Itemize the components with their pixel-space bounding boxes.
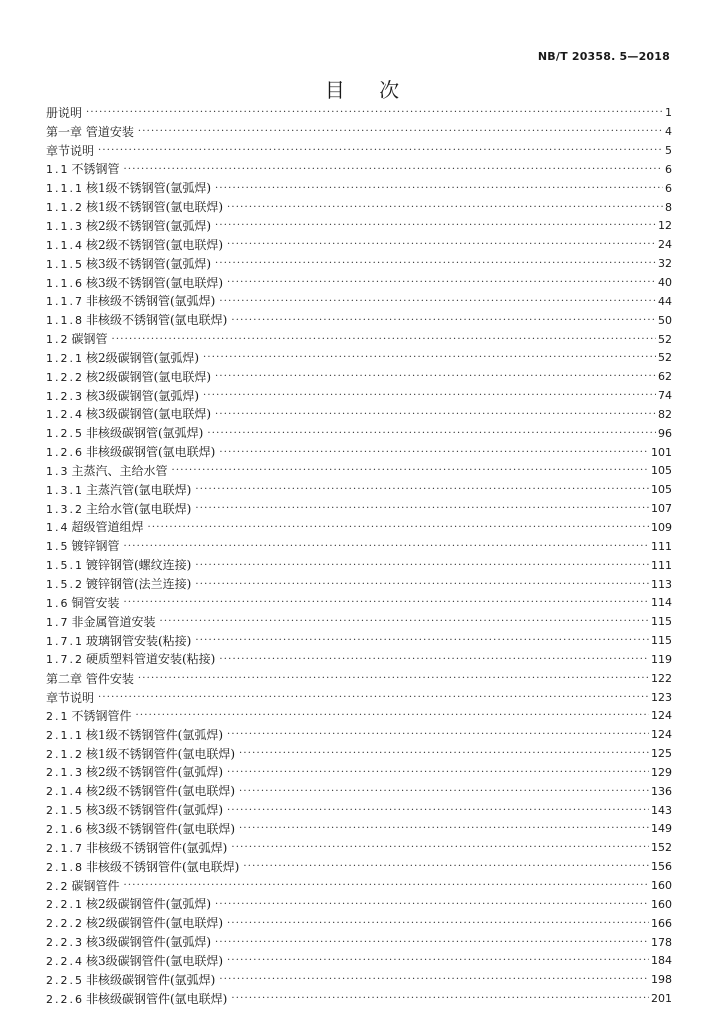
toc-entry-label — [46, 747, 235, 762]
toc-entry-label — [46, 483, 191, 498]
toc-entry-label — [46, 803, 223, 818]
toc-entry-label — [46, 294, 215, 309]
toc-entry-page-number: 109 — [651, 520, 672, 534]
toc-entry[interactable] — [46, 443, 672, 462]
toc-entry-number: 1.1.5 — [46, 257, 84, 271]
toc-entry-title: 核1级不锈钢管(氩电联焊) — [86, 200, 223, 215]
toc-entry-label — [46, 313, 227, 328]
toc-entry-number: 1.7.2 — [46, 653, 84, 667]
toc-entry-title: 核3级不锈钢管(氩电联焊) — [86, 275, 223, 290]
toc-entry-title: 非核级碳钢管件(氩电联焊) — [86, 991, 228, 1006]
dot-leader — [239, 785, 649, 799]
toc-entry-title: 超级管道组焊 — [71, 520, 144, 535]
dot-leader — [231, 992, 649, 1006]
toc-entry-number: 1.2.5 — [46, 427, 84, 441]
toc-entry[interactable] — [46, 537, 672, 556]
toc-entry-title: 核1级不锈钢管件(氩电联焊) — [86, 746, 235, 761]
toc-entry-title: 主给水管(氩电联焊) — [86, 501, 192, 516]
toc-entry-number: 2.1.6 — [46, 822, 84, 836]
toc-entry-title: 核1级不锈钢管件(氩弧焊) — [86, 727, 223, 742]
toc-entry-page-number: 136 — [651, 784, 672, 798]
toc-entry-title: 第二章 管件安装 — [46, 671, 134, 686]
toc-entry-page-number: 115 — [651, 634, 672, 648]
toc-entry-page-number: 107 — [651, 502, 672, 516]
toc-entry-number: 1.2.2 — [46, 370, 84, 384]
page-title: 目 次 — [324, 78, 414, 102]
toc-entry[interactable] — [46, 952, 672, 971]
toc-entry-number: 1.3.1 — [46, 483, 84, 497]
toc-entry-title: 不锈钢管 — [71, 162, 120, 177]
toc-entry-page-number: 124 — [651, 728, 672, 742]
toc-entry[interactable] — [46, 764, 672, 783]
toc-entry-label — [46, 181, 211, 196]
toc-entry[interactable] — [46, 311, 672, 330]
toc-entry-title: 玻璃钢管安装(粘接) — [86, 633, 192, 648]
dot-leader — [227, 954, 649, 968]
toc-entry-number: 2.1.5 — [46, 804, 84, 818]
toc-entry-label — [46, 672, 134, 686]
toc-entry-label — [46, 520, 144, 535]
toc-entry-page-number: 114 — [651, 596, 672, 610]
toc-entry[interactable] — [46, 669, 672, 688]
toc-entry-label — [46, 577, 191, 592]
toc-entry-title: 核2级不锈钢管件(氩弧焊) — [86, 765, 223, 780]
toc-entry-label — [46, 276, 223, 291]
toc-entry[interactable] — [46, 255, 672, 274]
toc-entry[interactable] — [46, 707, 672, 726]
toc-entry[interactable] — [46, 650, 672, 669]
toc-entry-page-number: 111 — [651, 539, 672, 553]
dot-leader — [112, 333, 656, 347]
toc-entry-number: 2.2.5 — [46, 973, 84, 987]
toc-entry[interactable] — [46, 198, 672, 217]
toc-entry-title: 不锈钢管件 — [71, 708, 132, 723]
toc-entry[interactable] — [46, 971, 672, 990]
toc-entry-number: 2.1.3 — [46, 766, 84, 780]
toc-entry-label — [46, 841, 227, 856]
dot-leader — [227, 766, 649, 780]
toc-entry-number: 2.2 — [46, 879, 70, 893]
toc-entry[interactable] — [46, 613, 672, 632]
toc-entry-label — [46, 992, 227, 1007]
toc-entry-page-number: 111 — [651, 558, 672, 572]
toc-entry-page-number: 105 — [651, 483, 672, 497]
toc-entry-title: 核2级不锈钢管(氩电联焊) — [86, 237, 223, 252]
toc-entry-label — [46, 954, 223, 969]
toc-entry-page-number: 115 — [651, 615, 672, 629]
toc-entry-page-number: 101 — [651, 445, 672, 459]
toc-entry[interactable] — [46, 726, 672, 745]
toc-entry[interactable] — [46, 632, 672, 651]
toc-entry-page-number: 152 — [651, 841, 672, 855]
toc-entry-title: 章节说明 — [46, 144, 95, 159]
toc-entry-number: 1.1.3 — [46, 219, 84, 233]
toc-entry[interactable] — [46, 556, 672, 575]
toc-entry-page-number: 129 — [651, 765, 672, 779]
toc-entry-page-number: 105 — [651, 464, 672, 478]
toc-entry-title: 核1级不锈钢管(氩弧焊) — [86, 181, 211, 196]
toc-entry-label — [46, 822, 235, 837]
toc-entry-title: 册说明 — [46, 106, 83, 121]
dot-leader — [231, 314, 656, 328]
toc-entry[interactable] — [46, 839, 672, 858]
toc-entry-page-number: 184 — [651, 954, 672, 968]
dot-leader — [148, 521, 649, 535]
toc-entry-title: 核2级碳钢管件(氩弧焊) — [86, 897, 211, 912]
toc-entry[interactable] — [46, 481, 672, 500]
dot-leader — [219, 295, 656, 309]
toc-entry-number: 2.2.6 — [46, 992, 84, 1006]
toc-entry-label — [46, 257, 211, 272]
toc-entry-title: 镀锌钢管(法兰连接) — [86, 577, 192, 592]
toc-entry-title: 镀锌钢管 — [71, 539, 120, 554]
toc-entry[interactable] — [46, 330, 672, 349]
toc-entry[interactable] — [46, 104, 672, 123]
toc-entry-page-number: 125 — [651, 747, 672, 761]
dot-leader — [219, 653, 649, 667]
toc-entry-page-number: 82 — [658, 407, 672, 421]
dot-leader — [98, 144, 663, 158]
toc-entry-title: 碳钢管 — [71, 332, 108, 347]
toc-entry[interactable] — [46, 462, 672, 481]
standard-number: NB/T 20358. 5—2018 — [537, 50, 670, 63]
toc-entry-label — [46, 351, 199, 366]
dot-leader — [195, 483, 649, 497]
toc-entry-number: 1.2.1 — [46, 351, 84, 365]
toc-entry-title: 非核级不锈钢管件(氩弧焊) — [86, 840, 228, 855]
toc-entry-page-number: 32 — [658, 257, 672, 271]
toc-entry-number: 2.1.8 — [46, 860, 84, 874]
toc-entry-label — [46, 709, 132, 724]
toc-entry-page-number: 198 — [651, 973, 672, 987]
toc-entry-number: 1.5.1 — [46, 559, 84, 573]
toc-entry-page-number: 156 — [651, 860, 672, 874]
dot-leader — [215, 936, 649, 950]
toc-entry-label — [46, 916, 223, 931]
toc-entry-page-number: 119 — [651, 652, 672, 666]
dot-leader — [227, 804, 649, 818]
toc-entry[interactable] — [46, 858, 672, 877]
toc-entry[interactable] — [46, 914, 672, 933]
toc-entry[interactable] — [46, 217, 672, 236]
dot-leader — [172, 464, 649, 478]
dot-leader — [231, 841, 649, 855]
toc-entry-label — [46, 219, 211, 234]
toc-entry-label — [46, 634, 191, 649]
toc-entry-number: 1.5 — [46, 540, 70, 554]
toc-entry-label — [46, 897, 211, 912]
toc-entry-page-number: 143 — [651, 803, 672, 817]
toc-entry-label — [46, 765, 223, 780]
dot-leader — [215, 182, 663, 196]
toc-entry-number: 1.2 — [46, 333, 70, 347]
toc-entry-number: 1.1.7 — [46, 295, 84, 309]
toc-entry-title: 章节说明 — [46, 690, 95, 705]
dot-leader — [243, 860, 649, 874]
toc-entry[interactable] — [46, 519, 672, 538]
toc-entry-number: 2.2.3 — [46, 936, 84, 950]
toc-entry[interactable] — [46, 933, 672, 952]
toc-entry-page-number: 160 — [651, 897, 672, 911]
toc-entry-page-number: 96 — [658, 426, 672, 440]
dot-leader — [124, 596, 649, 610]
toc-entry-number: 1.1.8 — [46, 314, 84, 328]
toc-entry-title: 主蒸汽、主给水管 — [71, 463, 168, 478]
dot-leader — [227, 276, 656, 290]
toc-entry-label — [46, 445, 215, 460]
toc-entry-title: 主蒸汽管(氩电联焊) — [86, 482, 192, 497]
toc-entry-page-number: 1 — [665, 106, 672, 120]
toc-entry-page-number: 160 — [651, 879, 672, 893]
toc-entry[interactable] — [46, 782, 672, 801]
toc-entry-number: 2.2.2 — [46, 917, 84, 931]
toc-entry-page-number: 8 — [665, 200, 672, 214]
toc-entry-number: 2.2.4 — [46, 954, 84, 968]
toc-entry-label — [46, 407, 211, 422]
toc-entry-page-number: 122 — [651, 671, 672, 685]
toc-entry-number: 1.3.2 — [46, 502, 84, 516]
toc-entry-label — [46, 691, 94, 705]
toc-entry-page-number: 124 — [651, 709, 672, 723]
toc-entry[interactable] — [46, 500, 672, 519]
toc-entry-title: 核2级不锈钢管件(氩电联焊) — [86, 784, 235, 799]
toc-entry-label — [46, 238, 223, 253]
toc-entry-number: 2.1.2 — [46, 747, 84, 761]
dot-leader — [195, 634, 649, 648]
toc-entry-number: 1.2.4 — [46, 408, 84, 422]
toc-entry-number: 2.1.7 — [46, 841, 84, 855]
dot-leader — [215, 370, 656, 384]
toc-entry[interactable] — [46, 142, 672, 161]
toc-entry-number: 2.2.1 — [46, 898, 84, 912]
toc-entry[interactable] — [46, 161, 672, 180]
toc-entry[interactable] — [46, 179, 672, 198]
toc-entry-title: 核2级不锈钢管(氩弧焊) — [86, 218, 211, 233]
toc-entry-number: 1.1.1 — [46, 182, 84, 196]
toc-entry[interactable] — [46, 368, 672, 387]
toc-entry-number: 1.2.3 — [46, 389, 84, 403]
toc-entry[interactable] — [46, 877, 672, 896]
toc-entry-title: 碳钢管件 — [71, 878, 120, 893]
toc-entry-page-number: 123 — [651, 690, 672, 704]
toc-entry-label — [46, 106, 82, 120]
toc-entry-label — [46, 539, 120, 554]
toc-entry-title: 铜管安装 — [71, 595, 120, 610]
dot-leader — [86, 106, 663, 120]
toc-entry[interactable] — [46, 594, 672, 613]
toc-entry-title: 非核级碳钢管(氩弧焊) — [86, 426, 204, 441]
toc-entry-title: 核2级碳钢管(氩弧焊) — [86, 350, 199, 365]
toc-entry-number: 2.1 — [46, 709, 70, 723]
toc-entry-title: 非金属管道安装 — [71, 614, 156, 629]
toc-entry-label — [46, 728, 223, 743]
toc-entry-title: 非核级不锈钢管(氩电联焊) — [86, 313, 228, 328]
dot-leader — [239, 822, 649, 836]
dot-leader — [160, 615, 649, 629]
toc-entry-title: 非核级不锈钢管件(氩电联焊) — [86, 859, 240, 874]
toc-entry-title: 核3级不锈钢管件(氩弧焊) — [86, 803, 223, 818]
dot-leader — [195, 559, 649, 573]
toc-entry-page-number: 12 — [658, 219, 672, 233]
toc-entry[interactable] — [46, 292, 672, 311]
dot-leader — [124, 540, 649, 554]
dot-leader — [227, 728, 649, 742]
toc-entry-label — [46, 784, 235, 799]
dot-leader — [203, 351, 656, 365]
toc-entry[interactable] — [46, 745, 672, 764]
toc-entry-label — [46, 144, 94, 158]
toc-entry-number: 1.3 — [46, 464, 70, 478]
toc-entry-title: 非核级碳钢管件(氩弧焊) — [86, 972, 216, 987]
toc-entry-number: 1.2.6 — [46, 446, 84, 460]
toc-entry-number: 1.7.1 — [46, 634, 84, 648]
toc-entry-page-number: 52 — [658, 332, 672, 346]
toc-entry-label — [46, 502, 191, 517]
toc-entry-label — [46, 464, 168, 479]
toc-entry-title: 镀锌钢管(螺纹连接) — [86, 558, 192, 573]
toc-entry[interactable] — [46, 990, 672, 1009]
toc-entry-label — [46, 652, 215, 667]
toc-entry-page-number: 50 — [658, 313, 672, 327]
toc-entry-title: 核3级碳钢管(氩电联焊) — [86, 407, 211, 422]
toc-entry-page-number: 52 — [658, 351, 672, 365]
toc-entry-label — [46, 973, 215, 988]
dot-leader — [138, 125, 663, 139]
toc-entry-page-number: 178 — [651, 935, 672, 949]
toc-entry[interactable] — [46, 801, 672, 820]
table-of-contents — [46, 104, 672, 1009]
toc-entry-title: 核3级碳钢管件(氩弧焊) — [86, 935, 211, 950]
toc-entry-number: 1.4 — [46, 521, 70, 535]
dot-leader — [215, 219, 656, 233]
dot-leader — [219, 973, 649, 987]
toc-entry-label — [46, 615, 156, 630]
toc-entry-label — [46, 879, 120, 894]
toc-entry-page-number: 6 — [665, 162, 672, 176]
toc-entry[interactable] — [46, 688, 672, 707]
toc-entry[interactable] — [46, 349, 672, 368]
dot-leader — [227, 201, 663, 215]
toc-entry-label — [46, 860, 239, 875]
dot-leader — [239, 747, 649, 761]
toc-entry-title: 核3级不锈钢管(氩弧焊) — [86, 256, 211, 271]
toc-entry[interactable] — [46, 575, 672, 594]
dot-leader — [227, 238, 656, 252]
toc-entry-title: 核3级不锈钢管件(氩电联焊) — [86, 821, 235, 836]
toc-entry[interactable] — [46, 387, 672, 406]
toc-entry-number: 1.1.6 — [46, 276, 84, 290]
dot-leader — [203, 389, 656, 403]
toc-entry-label — [46, 596, 120, 611]
toc-entry-number: 2.1.1 — [46, 728, 84, 742]
toc-entry-number: 1.7 — [46, 615, 70, 629]
toc-entry-page-number: 4 — [665, 125, 672, 139]
toc-entry[interactable] — [46, 895, 672, 914]
dot-leader — [219, 446, 649, 460]
toc-entry[interactable] — [46, 274, 672, 293]
toc-entry-page-number: 149 — [651, 822, 672, 836]
dot-leader — [124, 879, 649, 893]
toc-entry-page-number: 24 — [658, 238, 672, 252]
toc-entry-label — [46, 935, 211, 950]
dot-leader — [195, 578, 649, 592]
toc-entry-page-number: 44 — [658, 294, 672, 308]
toc-entry-title: 非核级不锈钢管(氩弧焊) — [86, 294, 216, 309]
dot-leader — [227, 917, 649, 931]
toc-entry[interactable] — [46, 236, 672, 255]
toc-entry-label — [46, 389, 199, 404]
dot-leader — [136, 709, 649, 723]
toc-entry-number: 2.1.4 — [46, 785, 84, 799]
toc-entry-page-number: 40 — [658, 276, 672, 290]
toc-entry-label — [46, 426, 203, 441]
toc-entry-page-number: 166 — [651, 916, 672, 930]
dot-leader — [138, 672, 649, 686]
dot-leader — [195, 502, 649, 516]
dot-leader — [207, 427, 656, 441]
toc-entry-number: 1.1.2 — [46, 201, 84, 215]
toc-entry-page-number: 113 — [651, 577, 672, 591]
toc-entry-title: 硬质塑料管道安装(粘接) — [86, 652, 216, 667]
dot-leader — [215, 408, 656, 422]
toc-entry[interactable] — [46, 820, 672, 839]
toc-entry-number: 1.1 — [46, 163, 70, 177]
toc-entry-title: 核3级碳钢管(氩弧焊) — [86, 388, 199, 403]
toc-entry-title: 核3级碳钢管件(氩电联焊) — [86, 953, 223, 968]
toc-entry-label — [46, 125, 134, 139]
toc-entry-title: 第一章 管道安装 — [46, 125, 134, 140]
toc-entry-title: 非核级碳钢管(氩电联焊) — [86, 445, 216, 460]
toc-entry-page-number: 62 — [658, 370, 672, 384]
toc-entry-label — [46, 162, 120, 177]
toc-entry-label — [46, 332, 108, 347]
dot-leader — [98, 691, 649, 705]
toc-entry[interactable] — [46, 406, 672, 425]
toc-entry-page-number: 5 — [665, 144, 672, 158]
toc-entry-number: 1.1.4 — [46, 238, 84, 252]
toc-entry-title: 核2级碳钢管(氩电联焊) — [86, 369, 211, 384]
toc-entry-label — [46, 558, 191, 573]
toc-entry[interactable] — [46, 424, 672, 443]
toc-entry-number: 1.5.2 — [46, 578, 84, 592]
toc-entry[interactable] — [46, 123, 672, 142]
toc-entry-label — [46, 200, 223, 215]
dot-leader — [215, 898, 649, 912]
toc-entry-page-number: 201 — [651, 992, 672, 1006]
toc-entry-page-number: 74 — [658, 389, 672, 403]
dot-leader — [124, 163, 663, 177]
toc-entry-title: 核2级碳钢管件(氩电联焊) — [86, 916, 223, 931]
toc-entry-label — [46, 370, 211, 385]
toc-entry-number: 1.6 — [46, 596, 70, 610]
dot-leader — [215, 257, 656, 271]
toc-entry-page-number: 6 — [665, 181, 672, 195]
